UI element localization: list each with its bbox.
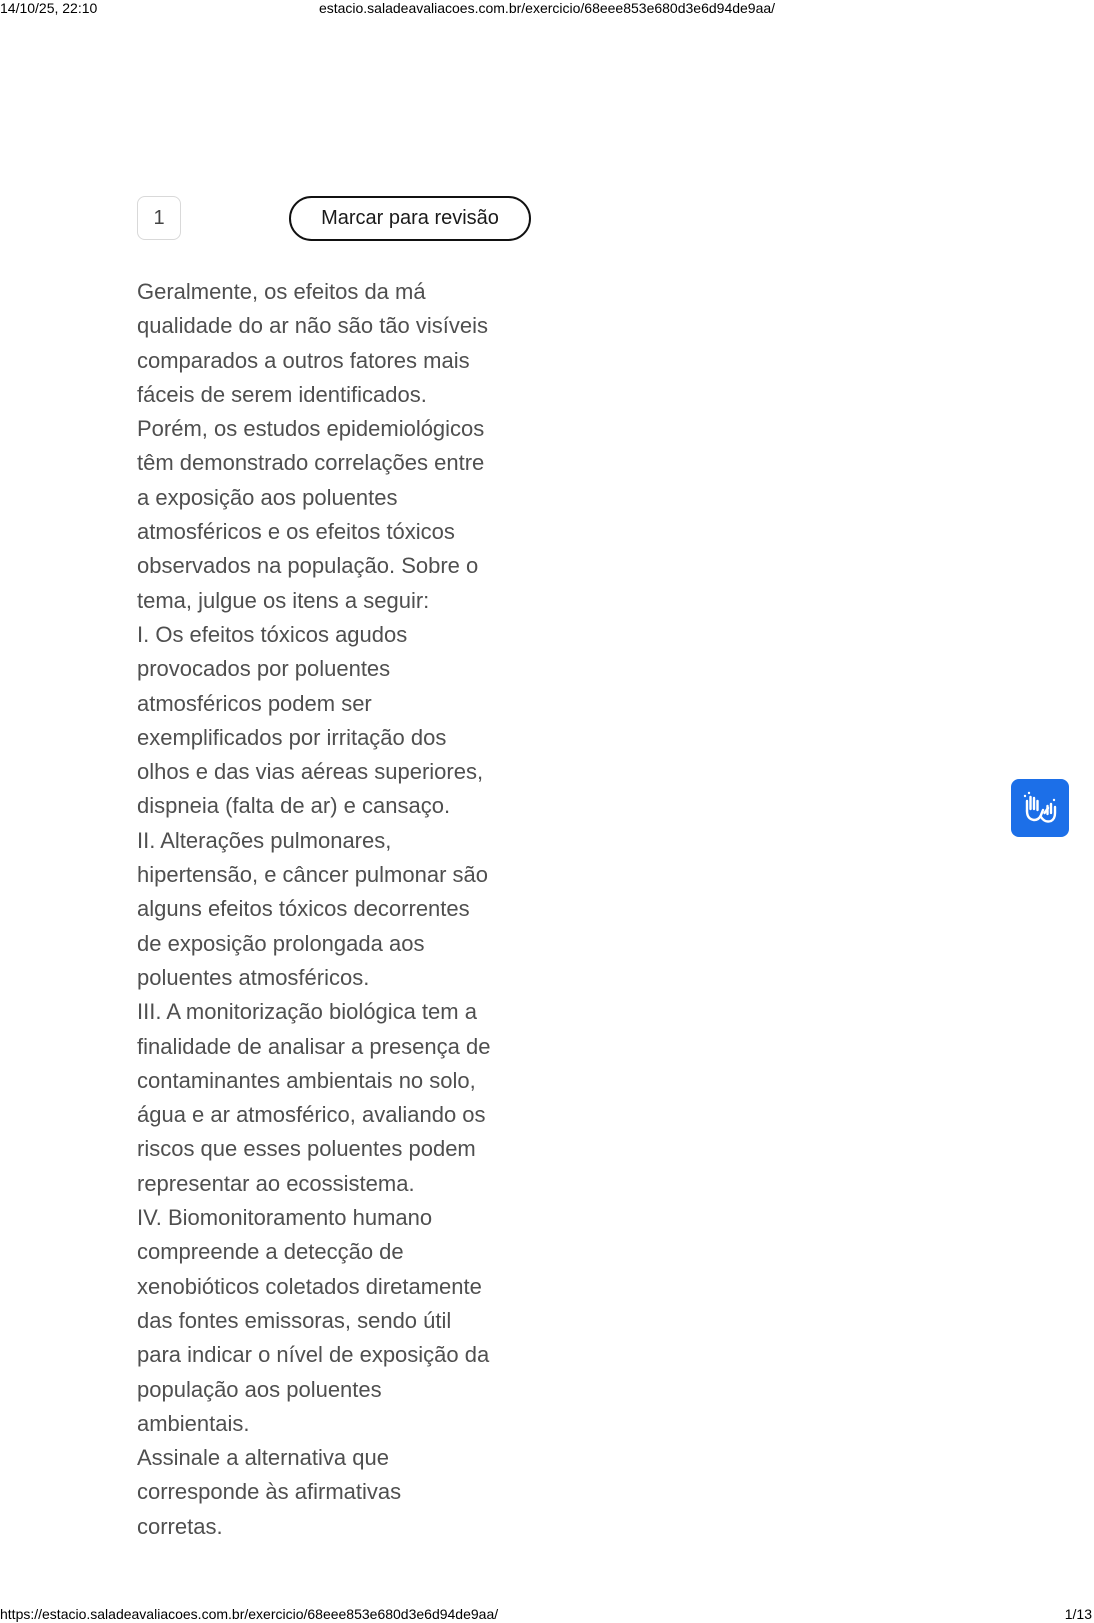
statement-line: IV. Biomonitoramento humano <box>137 1205 433 1231</box>
statement-line: alguns efeitos tóxicos decorrentes <box>137 896 470 922</box>
sign-language-hands-icon <box>1021 789 1059 827</box>
statement-line: poluentes atmosféricos. <box>137 964 370 990</box>
statement-line: xenobióticos coletados diretamente <box>137 1273 482 1299</box>
statement-line: hipertensão, e câncer pulmonar são <box>137 862 488 888</box>
statement-line: contaminantes ambientais no solo, <box>137 1067 476 1093</box>
statement-line: observados na população. Sobre o <box>137 553 479 579</box>
statement-line: exemplificados por irritação dos <box>137 724 447 750</box>
statement-line: dispneia (falta de ar) e cansaço. <box>137 793 451 819</box>
statement-line: atmosféricos podem ser <box>137 690 372 716</box>
print-footer-url: https://estacio.saladeavaliacoes.com.br/exercicio/68eee853e680d3e6d94de9aa/ <box>0 1606 499 1622</box>
statement-line: das fontes emissoras, sendo útil <box>137 1307 452 1333</box>
mark-for-review-button[interactable]: Marcar para revisão <box>289 196 531 241</box>
print-datetime: 14/10/25, 22:10 <box>0 0 98 16</box>
statement-line: qualidade do ar não são tão visíveis <box>137 313 489 339</box>
statement-line: III. A monitorização biológica tem a <box>137 999 477 1025</box>
statement-line: atmosféricos e os efeitos tóxicos <box>137 519 455 545</box>
statement-line: a exposição aos poluentes <box>137 484 398 510</box>
statement-line: finalidade de analisar a presença de <box>137 1033 491 1059</box>
statement-line: riscos que esses poluentes podem <box>137 1136 476 1162</box>
print-page-counter: 1/13 <box>1064 1606 1092 1622</box>
statement-line: olhos e das vias aéreas superiores, <box>137 759 484 785</box>
question-statement <box>137 275 532 1544</box>
statement-line: ambientais. <box>137 1410 250 1436</box>
statement-line: para indicar o nível de exposição da <box>137 1342 490 1368</box>
print-header <box>0 0 1094 20</box>
statement-line: fáceis de serem identificados. <box>137 381 427 407</box>
statement-line: corretas. <box>137 1513 223 1539</box>
vlibras-accessibility-button[interactable] <box>1011 779 1069 837</box>
statement-line: Geralmente, os efeitos da má <box>137 279 426 304</box>
statement-line: II. Alterações pulmonares, <box>137 827 392 853</box>
statement-line: I. Os efeitos tóxicos agudos <box>137 621 408 647</box>
question-number-badge: 1 <box>137 196 181 240</box>
statement-line: têm demonstrado correlações entre <box>137 450 485 476</box>
statement-line: população aos poluentes <box>137 1376 382 1402</box>
statement-line: provocados por poluentes <box>137 656 391 682</box>
statement-line: Porém, os estudos epidemiológicos <box>137 416 485 442</box>
statement-line: comparados a outros fatores mais <box>137 347 470 373</box>
statement-line: corresponde às afirmativas <box>137 1479 402 1505</box>
statement-line: água e ar atmosférico, avaliando os <box>137 1102 486 1128</box>
statement-line: compreende a detecção de <box>137 1239 404 1265</box>
statement-line: de exposição prolongada aos <box>137 930 425 956</box>
statement-line: representar ao ecossistema. <box>137 1170 415 1196</box>
statement-line: tema, julgue os itens a seguir: <box>137 587 430 613</box>
print-page-url: estacio.saladeavaliacoes.com.br/exercicio/68eee853e680d3e6d94de9aa/ <box>318 0 776 16</box>
print-footer <box>0 1603 1094 1623</box>
statement-line: Assinale a alternativa que <box>137 1445 389 1471</box>
